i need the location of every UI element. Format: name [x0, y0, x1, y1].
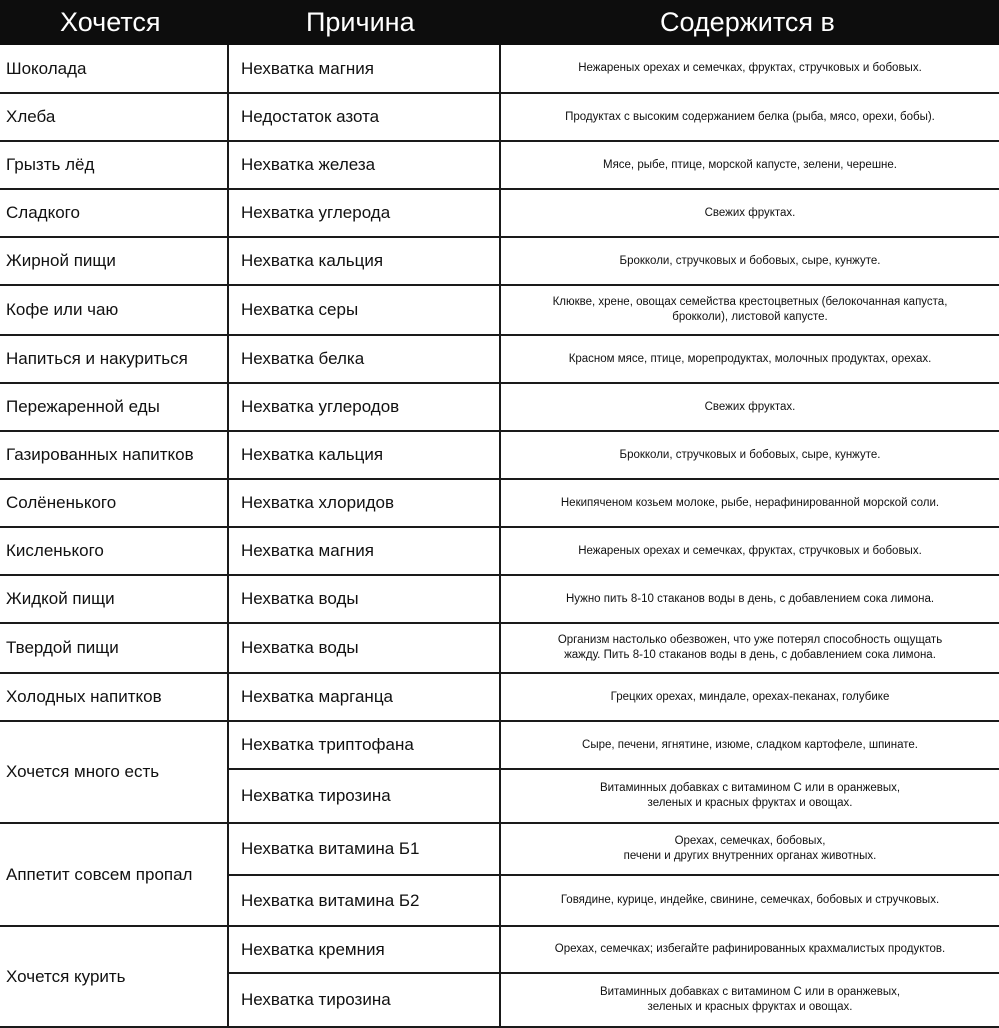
source-line: жажду. Пить 8-10 стаканов воды в день, с добавлением сока лимона.: [564, 649, 936, 661]
cell-reason: Нехватка витамина Б1: [228, 823, 500, 875]
cell-source: [500, 383, 999, 431]
cell-want: Хлеба: [0, 93, 228, 141]
cell-want: Хочется курить: [0, 926, 228, 1027]
table-row: [0, 383, 999, 431]
cell-want: Газированных напитков: [0, 431, 228, 479]
cell-source: [500, 769, 999, 823]
source-line: Красном мясе, птице, морепродуктах, молочных продуктах, орехах.: [568, 352, 932, 365]
source-line: печени и других внутренних органах животных.: [623, 850, 877, 862]
table-row: [0, 237, 999, 285]
cell-want: Напиться и накуриться: [0, 335, 228, 383]
cell-reason: Нехватка витамина Б2: [228, 875, 500, 926]
source-line: Организм настолько обезвожен, что уже потерял способность ощущать: [557, 634, 943, 646]
cell-reason: Недостаток азота: [228, 93, 500, 141]
cell-source: [500, 527, 999, 575]
cell-source: [500, 93, 999, 141]
cell-source: [500, 973, 999, 1027]
cell-reason: Нехватка белка: [228, 335, 500, 383]
cell-want: Жидкой пищи: [0, 575, 228, 623]
source-line: Свежих фруктах.: [704, 400, 796, 413]
cell-reason: Нехватка триптофана: [228, 721, 500, 769]
cell-want: Твердой пищи: [0, 623, 228, 673]
table-row: [0, 721, 999, 769]
header-row: [0, 0, 999, 45]
cell-reason: Нехватка кальция: [228, 237, 500, 285]
table-row: [0, 673, 999, 721]
table-row: [0, 45, 999, 93]
table-row: [0, 141, 999, 189]
cell-reason: Нехватка хлоридов: [228, 479, 500, 527]
cell-want: Шоколада: [0, 45, 228, 93]
source-line: Брокколи, стручковых и бобовых, сыре, кунжуте.: [619, 448, 881, 461]
cell-source: [500, 237, 999, 285]
source-line: Нужно пить 8-10 стаканов воды в день, с добавлением сока лимона.: [565, 592, 935, 605]
cell-want: Пережаренной еды: [0, 383, 228, 431]
cell-source: [500, 926, 999, 973]
header-source: Содержится в: [660, 7, 835, 37]
cell-source: [500, 823, 999, 875]
header-reason: Причина: [306, 7, 415, 37]
table-row: [0, 575, 999, 623]
source-line: Продуктах с высоким содержанием белка (рыба, мясо, орехи, бобы).: [565, 110, 935, 123]
table-row: [0, 93, 999, 141]
cell-source: [500, 721, 999, 769]
table-header: [0, 0, 999, 45]
cell-reason: Нехватка марганца: [228, 673, 500, 721]
cell-want: Жирной пищи: [0, 237, 228, 285]
cell-source: [500, 575, 999, 623]
cell-reason: Нехватка воды: [228, 623, 500, 673]
table-row: [0, 623, 999, 673]
cell-want: Кисленького: [0, 527, 228, 575]
cell-want: Солёненького: [0, 479, 228, 527]
cell-source: [500, 431, 999, 479]
cell-source: [500, 285, 999, 335]
cell-reason: Нехватка серы: [228, 285, 500, 335]
header-want: Хочется: [60, 7, 161, 37]
cell-source: [500, 335, 999, 383]
source-line: Говядине, курице, индейке, свинине, семечках, бобовых и стручковых.: [560, 894, 940, 906]
cell-source: [500, 45, 999, 93]
table-row: [0, 823, 999, 875]
cell-reason: Нехватка магния: [228, 527, 500, 575]
cell-reason: Нехватка кремния: [228, 926, 500, 973]
cell-reason: Нехватка тирозина: [228, 769, 500, 823]
source-line: Витаминных добавках с витамином С или в оранжевых,: [599, 782, 901, 794]
cell-source: [500, 479, 999, 527]
cell-source: [500, 673, 999, 721]
source-line: брокколи), листовой капусте.: [672, 311, 828, 323]
table-row: [0, 285, 999, 335]
cell-source: [500, 875, 999, 926]
table-row: [0, 926, 999, 973]
cell-reason: Нехватка воды: [228, 575, 500, 623]
source-line: Брокколи, стручковых и бобовых, сыре, кунжуте.: [619, 254, 881, 267]
cell-reason: Нехватка магния: [228, 45, 500, 93]
cell-reason: Нехватка углерода: [228, 189, 500, 237]
source-line: зеленых и красных фруктах и овощах.: [647, 1001, 853, 1013]
cell-want: Грызть лёд: [0, 141, 228, 189]
source-line: Нежареных орехах и семечках, фруктах, стручковых и бобовых.: [578, 544, 922, 557]
cell-want: Хочется много есть: [0, 721, 228, 823]
source-line: Сыре, печени, ягнятине, изюме, сладком картофеле, шпинате.: [582, 738, 918, 751]
cell-want: Аппетит совсем пропал: [0, 823, 228, 926]
source-line: Некипяченом козьем молоке, рыбе, нерафинированной морской соли.: [560, 496, 940, 509]
cell-source: [500, 141, 999, 189]
cell-reason: Нехватка железа: [228, 141, 500, 189]
source-line: зеленых и красных фруктах и овощах.: [647, 797, 853, 809]
cell-want: Сладкого: [0, 189, 228, 237]
table-row: [0, 431, 999, 479]
source-line: Клюкве, хрене, овощах семейства крестоцветных (белокочанная капуста,: [552, 296, 948, 308]
source-line: Витаминных добавках с витамином С или в оранжевых,: [599, 986, 901, 998]
cell-reason: Нехватка кальция: [228, 431, 500, 479]
source-line: Орехах, семечках; избегайте рафинированных крахмалистых продуктов.: [554, 943, 946, 955]
table-row: [0, 335, 999, 383]
table-row: [0, 527, 999, 575]
cell-source: [500, 623, 999, 673]
source-line: Мясе, рыбе, птице, морской капусте, зелени, черешне.: [602, 158, 897, 171]
source-line: Орехах, семечках, бобовых,: [674, 835, 826, 847]
source-line: Грецких орехах, миндале, орехах-пеканах, голубике: [610, 690, 890, 703]
table-body: [0, 45, 999, 1027]
table-row: [0, 479, 999, 527]
cell-reason: Нехватка тирозина: [228, 973, 500, 1027]
source-line: Свежих фруктах.: [704, 206, 796, 219]
cell-reason: Нехватка углеродов: [228, 383, 500, 431]
cell-want: Кофе или чаю: [0, 285, 228, 335]
cell-source: [500, 189, 999, 237]
cell-want: Холодных напитков: [0, 673, 228, 721]
table-row: [0, 189, 999, 237]
source-line: Нежареных орехах и семечках, фруктах, стручковых и бобовых.: [578, 62, 922, 74]
